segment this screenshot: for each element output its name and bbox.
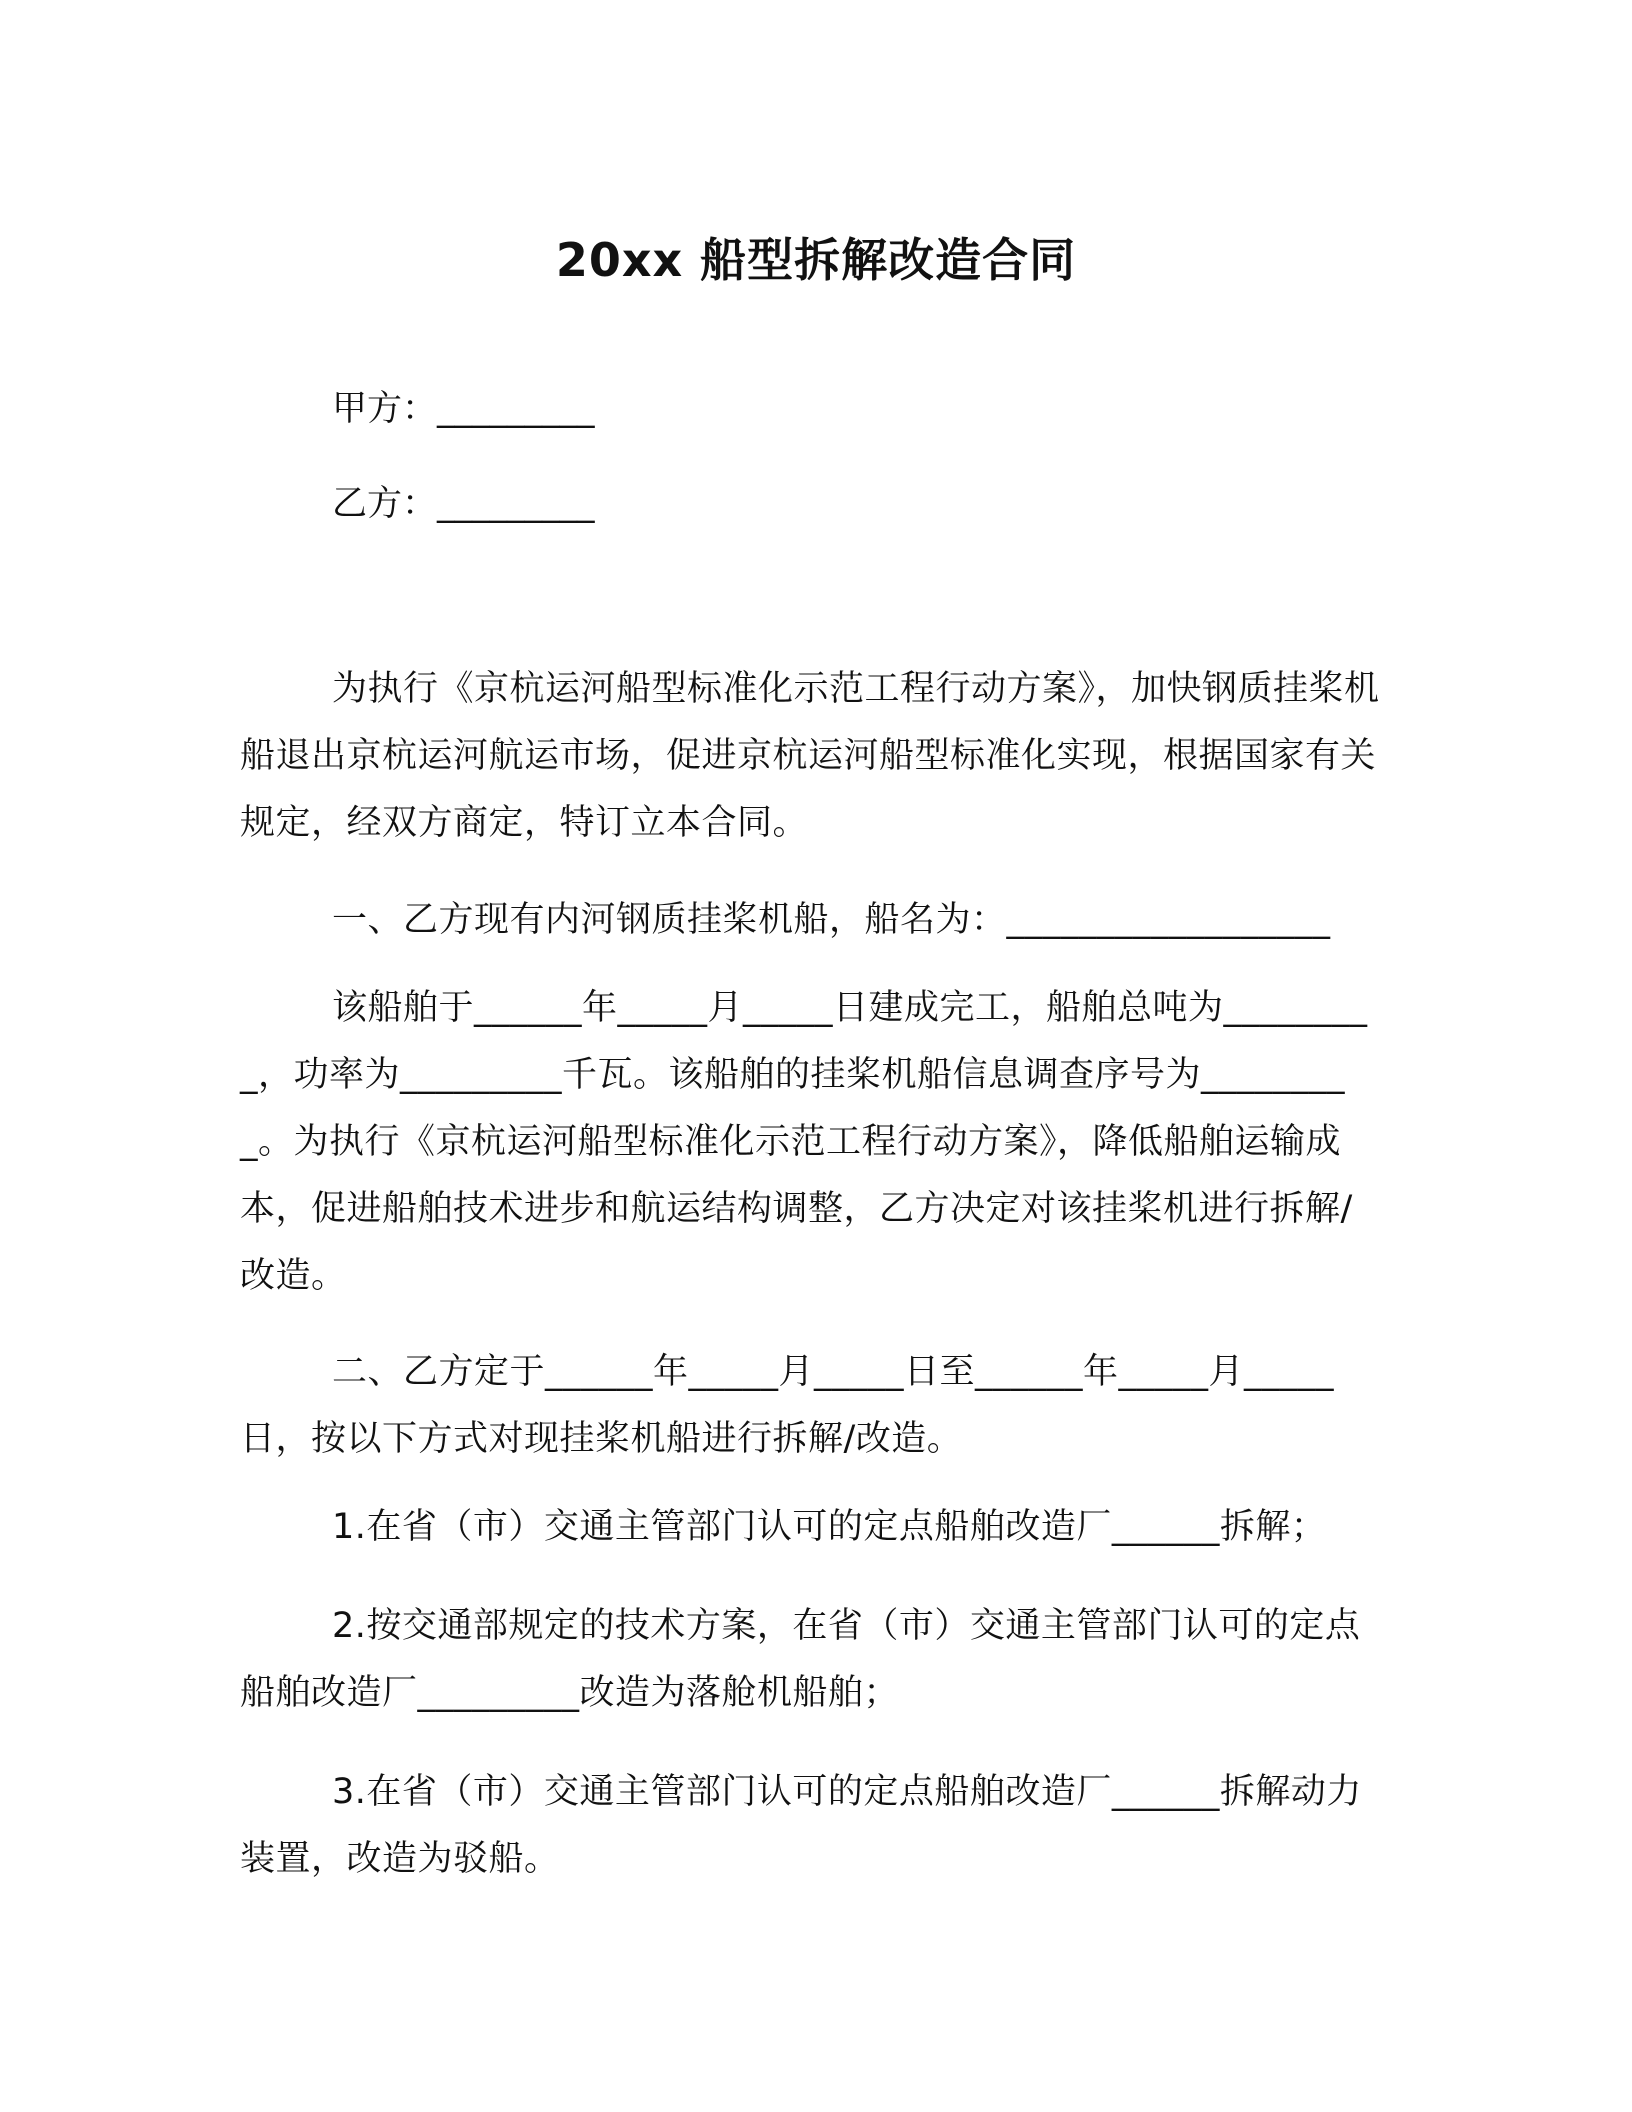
party-b-line: 乙方：_________ — [332, 484, 595, 524]
intro-paragraph: 为执行《京杭运河船型标准化示范工程行动方案》，加快钢质挂桨机船退出京杭运河航运市场，促进京杭运河船型标准化实现，根据国家有关规定，经双方商定，特订立本合同。 — [240, 669, 1380, 843]
clause-two-paragraph: 二、乙方定于______年_____月_____日至______年_____月_____日，按以下方式对现挂桨机船进行拆解/改造。 — [240, 1352, 1335, 1459]
party-a-line: 甲方：_________ — [332, 389, 595, 429]
item-1-paragraph: 1.在省（市）交通主管部门认可的定点船舶改造厂______拆解； — [332, 1507, 1327, 1547]
item-2-paragraph: 2.按交通部规定的技术方案，在省（市）交通主管部门认可的定点船舶改造厂_________改造为落舱机船舶； — [240, 1606, 1361, 1713]
ship-info-paragraph: 该船舶于______年_____月_____日建成完工，船舶总吨为_________，功率为_________千瓦。该船舶的挂桨机船信息调查序号为_________。为执行《京杭运河船型标准化示范工程行动方案》，降低船舶运输成本，促进船舶技术进步和航运结构调整，乙方决定对该挂桨机进行拆解/改造。 — [240, 988, 1368, 1296]
item-3-paragraph: 3.在省（市）交通主管部门认可的定点船舶改造厂______拆解动力装置，改造为驳船。 — [240, 1772, 1362, 1879]
clause-one-paragraph: 一、乙方现有内河钢质挂桨机船，船名为：__________________ — [332, 900, 1331, 940]
document-title: 20xx 船型拆解改造合同 — [555, 233, 1077, 287]
